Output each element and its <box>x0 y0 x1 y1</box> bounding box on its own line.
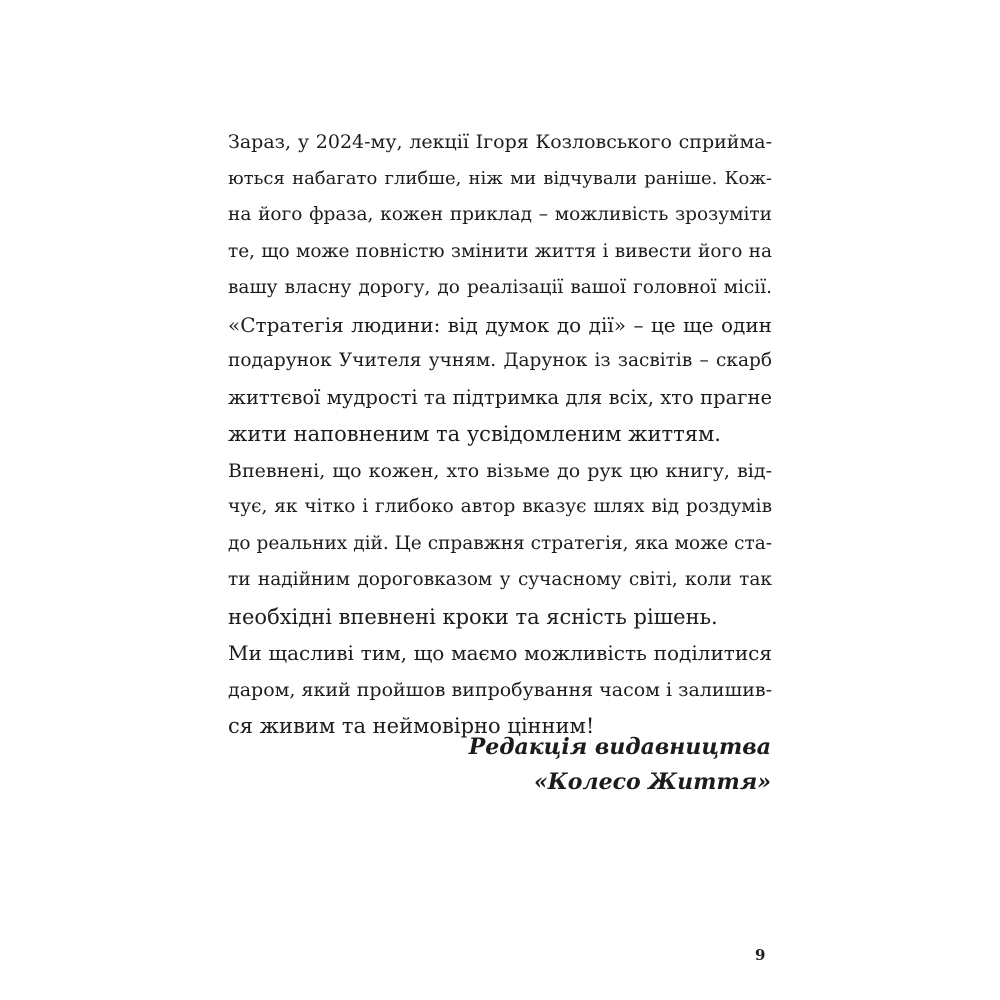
paragraph-2 <box>228 307 772 453</box>
page-number: 9 <box>755 946 766 964</box>
text-line: жити наповненим та усвідомленим життям. <box>228 422 721 446</box>
paragraph-3 <box>228 453 772 636</box>
text-line: те, що може повністю змінити життя і вивести його на <box>228 240 772 262</box>
text-line: до реальних дій. Це справжня стратегія, яка може ста- <box>228 532 772 554</box>
text-line: необхідні впевнені кроки та ясність рішень. <box>228 604 718 629</box>
signature-line-publisher: «Колесо Життя» <box>534 769 771 795</box>
text-line: Зараз, у 2024-му, лекції Ігоря Козловського сприйма- <box>228 131 772 153</box>
text-line: ся живим та неймовірно цінним! <box>228 714 595 738</box>
signature-line-editorial: Редакція видавництва <box>468 734 771 760</box>
paragraph-4 <box>228 635 772 745</box>
text-line: ються набагато глибше, ніж ми відчували раніше. Кож- <box>228 167 772 189</box>
text-line: вашу власну дорогу, до реалізації вашої головної місії. <box>228 277 772 298</box>
text-line: «Стратегія людини: від думок до дії» – це ще один <box>228 312 772 337</box>
paragraph-1 <box>228 124 772 307</box>
text-line: Впевнені, що кожен, хто візьме до рук цю книгу, від- <box>228 459 772 482</box>
text-line: на його фраза, кожен приклад – можливість зрозуміти <box>228 204 772 225</box>
text-line: подарунок Учителя учням. Дарунок із засвітів – скарб <box>228 350 772 371</box>
text-line: життєвої мудрості та підтримка для всіх, хто прагне <box>228 385 772 409</box>
publisher-signature <box>469 730 771 800</box>
text-line: даром, який пройшов випробування часом і залишив- <box>228 678 772 701</box>
text-line: ти надійним дороговказом у сучасному світі, коли так <box>228 569 772 590</box>
text-line: Ми щасливі тим, що маємо можливість поділитися <box>228 641 772 665</box>
body-text <box>228 124 772 745</box>
text-line: чує, як чітко і глибоко автор вказує шлях від роздумів <box>228 496 772 517</box>
